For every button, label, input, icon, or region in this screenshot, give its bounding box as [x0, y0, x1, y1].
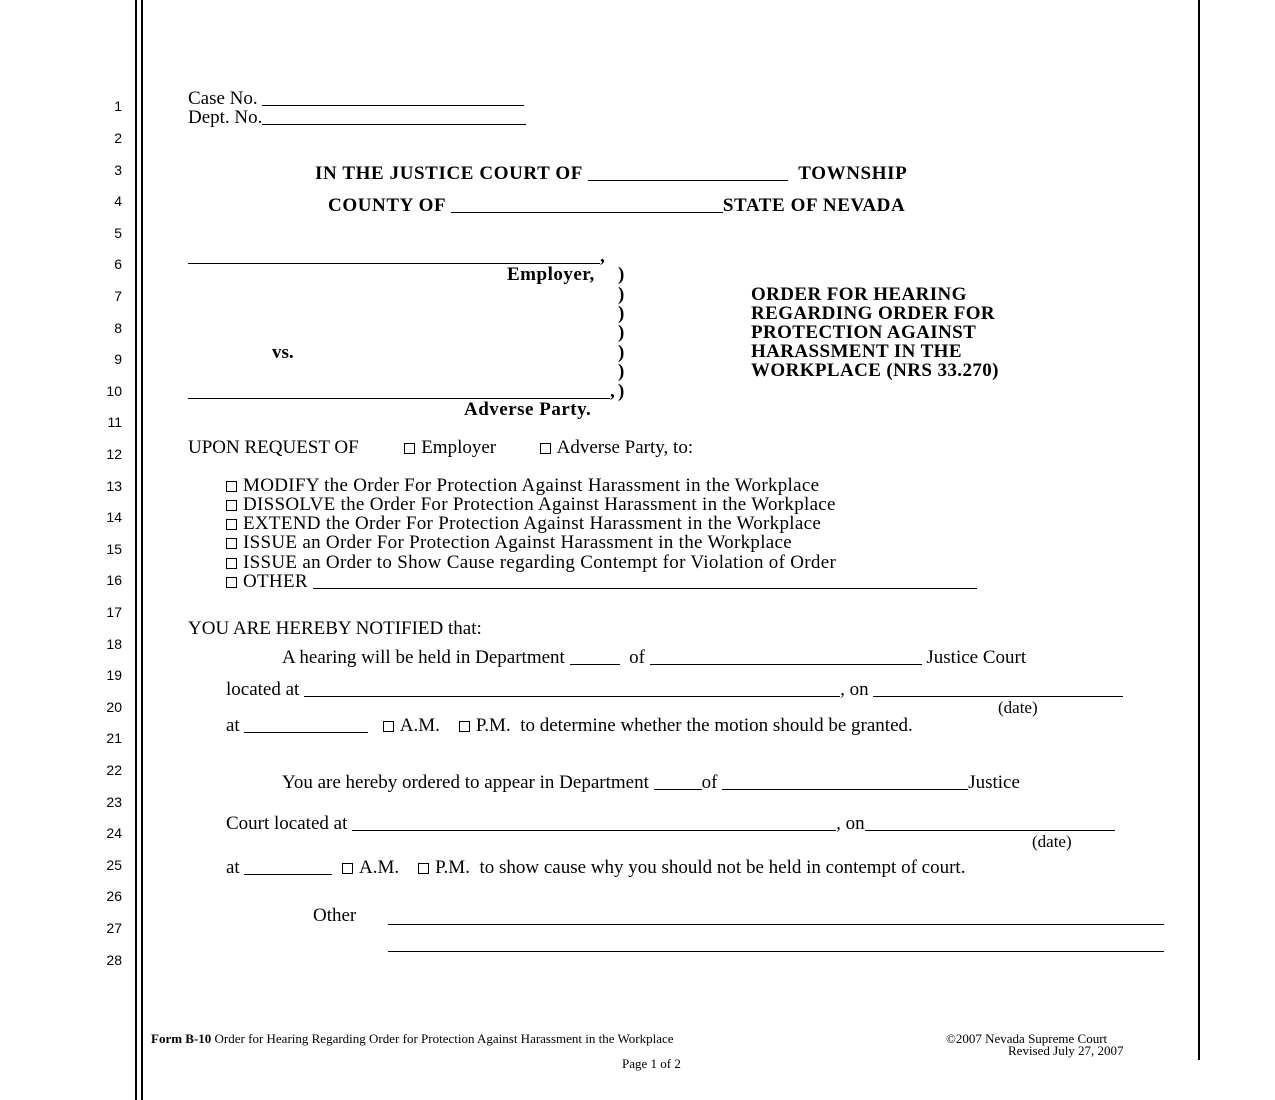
court-line-left: IN THE JUSTICE COURT OF: [315, 163, 583, 184]
vs-label: vs.: [272, 342, 294, 363]
option-label: ISSUE an Order to Show Cause regarding Contempt for Violation of Order: [243, 552, 837, 573]
document-title: [751, 285, 999, 380]
request-label: UPON REQUEST OF: [188, 437, 359, 458]
line-number: 23: [106, 794, 122, 810]
title-line: HARASSMENT IN THE: [751, 341, 962, 362]
appear-line-3: [226, 857, 965, 879]
option-other: [226, 571, 977, 593]
appear-of: of: [701, 772, 718, 793]
option-label: DISSOLVE the Order For Protection Against Harassment in the Workplace: [243, 494, 836, 515]
dept-no-row: [188, 107, 526, 129]
title-line: WORKPLACE (NRS 33.270): [751, 360, 999, 381]
county-line: [328, 195, 905, 217]
title-line: REGARDING ORDER FOR: [751, 303, 996, 324]
line-number: 6: [114, 256, 122, 272]
other-label: Other: [313, 905, 357, 926]
appear-time-field[interactable]: [244, 858, 332, 875]
case-no-label: Case No.: [188, 88, 258, 109]
appear-justice-label: Justice: [968, 772, 1020, 793]
option-issue-order: [226, 532, 792, 554]
caption-paren: ): [618, 322, 625, 343]
line-number: 10: [106, 383, 122, 399]
line-number: 11: [107, 414, 122, 430]
hearing-text: A hearing will be held in Department: [282, 647, 565, 668]
county-left: COUNTY OF: [328, 195, 446, 216]
caption-paren: ): [618, 381, 625, 402]
appear-department-field[interactable]: [654, 773, 702, 790]
dissolve-checkbox[interactable]: [226, 500, 237, 511]
caption-paren: ): [618, 303, 625, 324]
caption-paren: ): [618, 264, 625, 285]
request-row: [188, 437, 693, 459]
line-number: 7: [114, 288, 122, 304]
caption-comma: ,: [610, 381, 615, 402]
hearing-purpose: to determine whether the motion should be granted.: [520, 715, 913, 736]
hearing-am-label: A.M.: [399, 715, 440, 736]
line-number: 4: [114, 193, 122, 209]
line-number: 25: [106, 857, 122, 873]
modify-checkbox[interactable]: [226, 481, 237, 492]
line-number: 27: [106, 920, 122, 936]
appear-at-label: at: [226, 857, 240, 878]
hearing-date-caption: (date): [998, 698, 1038, 717]
extend-checkbox[interactable]: [226, 519, 237, 530]
court-line-right: TOWNSHIP: [798, 163, 908, 184]
notice-heading: YOU ARE HEREBY NOTIFIED that:: [188, 618, 482, 639]
line-number: 28: [106, 952, 122, 968]
dept-no-field[interactable]: [262, 108, 526, 125]
line-number: 20: [106, 699, 122, 715]
option-label: MODIFY the Order For Protection Against Harassment in the Workplace: [243, 475, 820, 496]
line-number: 2: [114, 130, 122, 146]
option-label: ISSUE an Order For Protection Against Harassment in the Workplace: [243, 532, 792, 553]
appear-date-caption: (date): [1032, 832, 1072, 851]
appear-am-checkbox[interactable]: [342, 863, 353, 874]
adverse-party-label: Adverse Party.: [464, 399, 592, 420]
footer-form-title: Order for Hearing Regarding Order for Protection Against Harassment in the Workplace: [214, 1031, 674, 1046]
hearing-of: of: [629, 647, 645, 668]
hearing-time-field[interactable]: [244, 716, 368, 733]
case-no-field[interactable]: [262, 89, 524, 106]
appear-purpose: to show cause why you should not be held in contempt of court.: [479, 857, 966, 878]
footer-revised: Revised July 27, 2007: [1008, 1043, 1124, 1058]
employer-checkbox[interactable]: [404, 443, 415, 454]
line-number: 17: [106, 604, 122, 620]
adverse-party-checkbox[interactable]: [540, 443, 551, 454]
caption-paren: ): [618, 284, 625, 305]
hearing-line-1: [282, 647, 1026, 669]
hearing-location-field[interactable]: [304, 680, 840, 697]
line-number: 21: [106, 730, 122, 746]
appear-on-label: , on: [836, 813, 865, 834]
hearing-pm-checkbox[interactable]: [459, 721, 470, 732]
left-margin-rule-outer: [135, 0, 137, 1100]
dept-no-label: Dept. No.: [188, 107, 263, 128]
line-number: 24: [106, 825, 122, 841]
hearing-am-checkbox[interactable]: [383, 721, 394, 732]
line-number: 14: [106, 509, 122, 525]
appear-date-field[interactable]: [865, 814, 1115, 831]
court-line: [315, 163, 907, 185]
right-margin-rule: [1198, 0, 1200, 1060]
option-label: OTHER: [243, 571, 308, 592]
other-line-1[interactable]: [388, 924, 1164, 925]
hearing-on-label: , on: [840, 679, 869, 700]
option-label: EXTEND the Order For Protection Against Harassment in the Workplace: [243, 513, 822, 534]
line-number: 3: [114, 162, 122, 178]
line-number: 8: [114, 320, 122, 336]
hearing-located-label: located at: [226, 679, 300, 700]
appear-pm-checkbox[interactable]: [418, 863, 429, 874]
adverse-name-field[interactable]: [188, 382, 610, 399]
issue-order-checkbox[interactable]: [226, 538, 237, 549]
show-cause-checkbox[interactable]: [226, 558, 237, 569]
request-employer-label: Employer: [421, 437, 497, 458]
hearing-date-field[interactable]: [873, 680, 1123, 697]
hearing-line-3: [226, 715, 913, 737]
appear-line-1: [282, 772, 1020, 794]
footer-form: [151, 1031, 674, 1047]
left-margin-rule-inner: [141, 0, 143, 1100]
caption-comma: ,: [600, 246, 605, 267]
appear-pm-label: P.M.: [435, 857, 470, 878]
appear-court-label: Court located at: [226, 813, 348, 834]
line-number: 5: [114, 225, 122, 241]
line-number: 26: [106, 888, 122, 904]
caption-paren: ): [618, 342, 625, 363]
title-line: PROTECTION AGAINST: [751, 322, 977, 343]
employer-label: Employer,: [507, 264, 595, 285]
county-right: STATE OF NEVADA: [722, 195, 906, 216]
hearing-court-field[interactable]: [650, 648, 922, 665]
employer-name-field[interactable]: [188, 247, 600, 264]
hearing-at-label: at: [226, 715, 240, 736]
footer-page-number: Page 1 of 2: [622, 1056, 681, 1071]
line-number: 15: [106, 541, 122, 557]
township-field[interactable]: [588, 164, 788, 181]
line-number: 9: [114, 351, 122, 367]
line-number: 19: [106, 667, 122, 683]
appear-am-label: A.M.: [358, 857, 400, 878]
other-line-2[interactable]: [388, 951, 1164, 952]
line-number: 13: [106, 478, 122, 494]
appear-line-2: [226, 813, 1115, 835]
appear-location-field[interactable]: [352, 814, 836, 831]
hearing-court-label: Justice Court: [926, 647, 1027, 668]
hearing-line-2: [226, 679, 1123, 701]
request-adverse-label: Adverse Party, to:: [556, 437, 694, 458]
caption-paren: ): [618, 361, 625, 382]
appear-text: You are hereby ordered to appear in Department: [282, 772, 649, 793]
line-number: 22: [106, 762, 122, 778]
county-field[interactable]: [451, 196, 723, 213]
hearing-department-field[interactable]: [570, 648, 620, 665]
line-number: 1: [114, 98, 122, 114]
title-line: ORDER FOR HEARING: [751, 284, 967, 305]
line-number: 12: [106, 446, 122, 462]
footer-form-id: Form B-10: [151, 1031, 212, 1046]
line-number: 16: [106, 572, 122, 588]
footer-copyright: ©2007 Nevada Supreme Court: [946, 1031, 1108, 1046]
appear-court-field[interactable]: [722, 773, 968, 790]
other-checkbox[interactable]: [226, 577, 237, 588]
hearing-pm-label: P.M.: [475, 715, 511, 736]
line-number: 18: [106, 636, 122, 652]
other-option-field[interactable]: [313, 572, 977, 589]
